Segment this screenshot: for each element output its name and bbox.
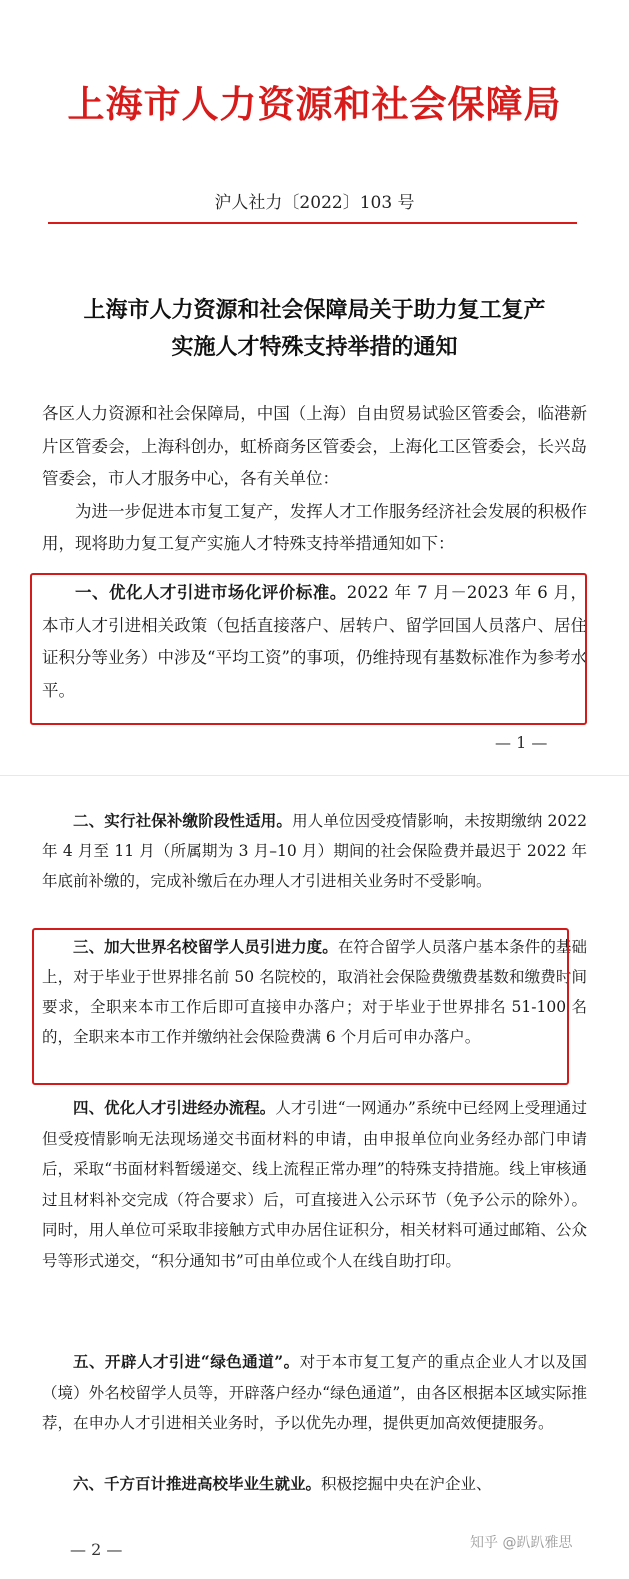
section-1-heading: 一、优化人才引进市场化评价标准。 xyxy=(75,583,347,602)
page-separator xyxy=(0,775,629,776)
document-title xyxy=(30,292,599,366)
section-4-text: 人才引进“一网通办”系统中已经网上受理通过但受疫情影响无法现场递交书面材料的申请，由申报单位向业务经办部门申请后，采取“书面材料暂缓递交、线上流程正常办理”的特殊支持措施。线上审核通过且材料补交完成（符合要求）后，可直接进入公示环节（免予公示的除外）。同时，用人单位可采取非接触方式申办居住证积分，相关材料可通过邮箱、公众号等形式递交，“积分通知书”可由单位或个人在线自助打印。 xyxy=(42,1099,587,1270)
document-number: 沪人社力〔2022〕103 号 xyxy=(214,193,415,213)
page-number-1: — 1 — xyxy=(495,733,548,752)
red-divider-line xyxy=(48,222,577,224)
section-4 xyxy=(42,1093,587,1276)
section-5 xyxy=(42,1347,587,1439)
section-6-text: 积极挖掘中央在沪企业、 xyxy=(321,1475,492,1493)
section-2 xyxy=(42,806,587,896)
section-1-text: 2022 年 7 月－2023 年 6 月，本市人才引进相关政策（包括直接落户、居转户、留学回国人员落户、居住证积分等业务）中涉及“平均工资”的事项，仍维持现有基数标准作为参考水平。 xyxy=(42,583,588,700)
section-2-text: 用人单位因受疫情影响，未按期缴纳 2022 年 4 月至 11 月（所属期为 3 月–10 月）期间的社会保险费并最迟于 2022 年年底前补缴的，完成补缴后在办理人才引进相关业务时不受影响。 xyxy=(42,812,587,890)
section-3-text: 在符合留学人员落户基本条件的基础上，对于毕业于世界排名前 50 名院校的，取消社会保险费缴费基数和缴费时间要求，全职来本市工作后即可直接申办落户；对于毕业于世界排名 51-100 名的，全职来本市工作并缴纳社会保险费满 6 个月后可申办落户。 xyxy=(42,938,587,1046)
addressees xyxy=(42,398,587,561)
title-line-1: 上海市人力资源和社会保障局关于助力复工复产 xyxy=(83,297,546,323)
zhihu-watermark: 知乎 @趴趴雅思 xyxy=(470,1535,573,1551)
section-5-heading: 五、开辟人才引进“绿色通道”。 xyxy=(73,1352,300,1371)
address-paragraph: 各区人力资源和社会保障局，中国（上海）自由贸易试验区管委会，临港新片区管委会，上海科创办，虹桥商务区管委会，上海化工区管委会，长兴岛管委会，市人才服务中心，各有关单位： xyxy=(42,404,587,488)
page-number-2: — 2 — xyxy=(70,1540,123,1559)
section-3-heading: 三、加大世界名校留学人员引进力度。 xyxy=(73,937,338,956)
title-line-2: 实施人才特殊支持举措的通知 xyxy=(171,334,458,360)
section-5-text: 对于本市复工复产的重点企业人才以及国（境）外名校留学人员等，开辟落户经办“绿色通道”，由各区根据本区域实际推荐，在申办人才引进相关业务时，予以优先办理，提供更加高效便捷服务。 xyxy=(42,1353,587,1432)
highlight-box-section-1 xyxy=(30,573,587,725)
section-6-heading: 六、千方百计推进高校毕业生就业。 xyxy=(73,1474,322,1493)
section-4-heading: 四、优化人才引进经办流程。 xyxy=(73,1098,276,1117)
agency-header: 上海市人力资源和社会保障局 xyxy=(67,82,562,126)
highlight-box-section-3 xyxy=(32,928,569,1085)
section-6 xyxy=(42,1469,587,1500)
intro-paragraph: 为进一步促进本市复工复产，发挥人才工作服务经济社会发展的积极作用，现将助力复工复产实施人才特殊支持举措通知如下： xyxy=(42,501,587,553)
section-2-heading: 二、实行社保补缴阶段性适用。 xyxy=(73,811,293,830)
